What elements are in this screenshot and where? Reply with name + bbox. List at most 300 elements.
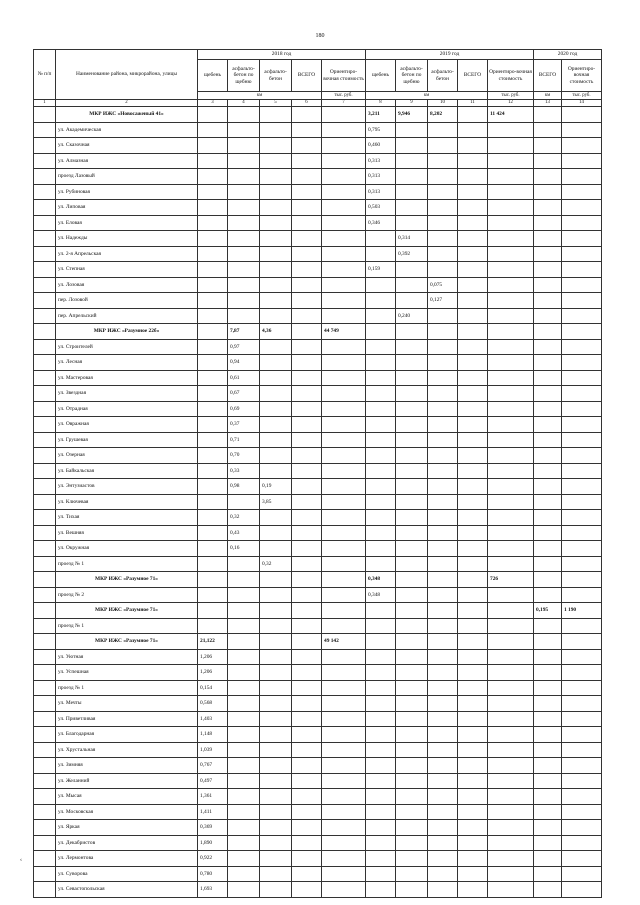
value-cell: [260, 696, 292, 712]
value-cell: [488, 727, 534, 743]
value-cell: [428, 262, 458, 278]
value-cell: [292, 882, 322, 898]
value-cell: [428, 432, 458, 448]
value-cell: [322, 804, 366, 820]
value-cell: [292, 680, 322, 696]
value-cell: [260, 665, 292, 681]
value-cell: [562, 324, 602, 340]
table-row: [34, 773, 602, 789]
value-cell: [428, 711, 458, 727]
header-name: Наименование района, микрорайона, улицы: [56, 50, 198, 100]
value-cell: [534, 789, 562, 805]
value-cell: [228, 556, 260, 572]
column-number: 4: [228, 100, 260, 107]
value-cell: [322, 882, 366, 898]
value-cell: 49 142: [322, 634, 366, 650]
value-cell: [292, 851, 322, 867]
value-cell: [198, 448, 228, 464]
value-cell: [260, 835, 292, 851]
value-cell: [488, 680, 534, 696]
value-cell: [322, 665, 366, 681]
value-cell: [292, 215, 322, 231]
value-cell: [228, 122, 260, 138]
value-cell: [458, 711, 488, 727]
value-cell: 0,159: [366, 262, 396, 278]
value-cell: [198, 308, 228, 324]
value-cell: [228, 773, 260, 789]
value-cell: [534, 556, 562, 572]
value-cell: [428, 153, 458, 169]
value-cell: 0,37: [228, 417, 260, 433]
value-cell: [198, 231, 228, 247]
value-cell: [228, 820, 260, 836]
value-cell: [396, 773, 428, 789]
value-cell: [428, 510, 458, 526]
value-cell: [292, 401, 322, 417]
value-cell: [534, 851, 562, 867]
value-cell: [428, 680, 458, 696]
header-year-2020: 2020 год: [534, 50, 602, 60]
row-number-cell: [34, 215, 56, 231]
value-cell: [260, 758, 292, 774]
value-cell: [198, 572, 228, 588]
value-cell: 1,039: [198, 742, 228, 758]
value-cell: [562, 339, 602, 355]
row-number-cell: [34, 727, 56, 743]
value-cell: [292, 324, 322, 340]
column-number: 5: [260, 100, 292, 107]
group-row: [34, 107, 602, 123]
value-cell: [396, 448, 428, 464]
value-cell: [562, 696, 602, 712]
value-cell: [322, 479, 366, 495]
value-cell: [260, 246, 292, 262]
value-cell: [198, 138, 228, 154]
value-cell: 0,240: [396, 308, 428, 324]
value-cell: [562, 727, 602, 743]
value-cell: [292, 696, 322, 712]
header-sub: щебень: [366, 60, 396, 92]
row-number-cell: [34, 510, 56, 526]
value-cell: [428, 479, 458, 495]
row-name-cell: МКР ИЖС «Разумное 71»: [56, 572, 198, 588]
value-cell: [534, 355, 562, 371]
value-cell: [366, 525, 396, 541]
value-cell: [228, 215, 260, 231]
value-cell: [488, 541, 534, 557]
value-cell: [428, 525, 458, 541]
column-number: 7: [322, 100, 366, 107]
value-cell: [428, 634, 458, 650]
value-cell: [198, 417, 228, 433]
header-sub: щебень: [198, 60, 228, 92]
value-cell: [458, 866, 488, 882]
value-cell: [534, 169, 562, 185]
value-cell: [458, 541, 488, 557]
value-cell: [488, 355, 534, 371]
row-number-cell: [34, 153, 56, 169]
value-cell: [562, 587, 602, 603]
value-cell: [488, 432, 534, 448]
row-name-cell: МКР ИЖС «Разумное 22б»: [56, 324, 198, 340]
value-cell: [458, 851, 488, 867]
value-cell: [562, 215, 602, 231]
value-cell: [458, 308, 488, 324]
value-cell: [396, 138, 428, 154]
table-row: [34, 851, 602, 867]
value-cell: [458, 649, 488, 665]
value-cell: [396, 479, 428, 495]
row-name-cell: ул. Алмазная: [56, 153, 198, 169]
value-cell: [458, 324, 488, 340]
value-cell: [562, 618, 602, 634]
table-row: [34, 835, 602, 851]
value-cell: [366, 866, 396, 882]
value-cell: 0,314: [396, 231, 428, 247]
value-cell: [322, 587, 366, 603]
value-cell: [534, 231, 562, 247]
value-cell: [562, 432, 602, 448]
table-row: [34, 339, 602, 355]
value-cell: [534, 122, 562, 138]
value-cell: [322, 835, 366, 851]
row-number-cell: [34, 711, 56, 727]
value-cell: [534, 386, 562, 402]
value-cell: [562, 525, 602, 541]
row-number-cell: [34, 696, 56, 712]
value-cell: [322, 215, 366, 231]
value-cell: [458, 293, 488, 309]
value-cell: [396, 696, 428, 712]
value-cell: [322, 541, 366, 557]
value-cell: [396, 184, 428, 200]
value-cell: [228, 277, 260, 293]
value-cell: [458, 758, 488, 774]
value-cell: [562, 789, 602, 805]
value-cell: [228, 804, 260, 820]
value-cell: [198, 324, 228, 340]
table-row: [34, 696, 602, 712]
value-cell: [396, 417, 428, 433]
value-cell: [260, 634, 292, 650]
value-cell: 44 749: [322, 324, 366, 340]
value-cell: [366, 448, 396, 464]
value-cell: 1,411: [198, 804, 228, 820]
value-cell: [534, 308, 562, 324]
group-row: [34, 324, 602, 340]
value-cell: 0,69: [228, 401, 260, 417]
value-cell: 0,346: [366, 215, 396, 231]
value-cell: [488, 231, 534, 247]
value-cell: [260, 603, 292, 619]
value-cell: [260, 355, 292, 371]
value-cell: 1,361: [198, 789, 228, 805]
value-cell: [534, 200, 562, 216]
value-cell: [488, 215, 534, 231]
value-cell: [488, 417, 534, 433]
value-cell: 0,67: [228, 386, 260, 402]
value-cell: [396, 804, 428, 820]
value-cell: [322, 773, 366, 789]
table-row: [34, 789, 602, 805]
row-number-cell: [34, 463, 56, 479]
value-cell: [534, 680, 562, 696]
value-cell: [488, 556, 534, 572]
table-row: [34, 293, 602, 309]
value-cell: [562, 479, 602, 495]
value-cell: [428, 866, 458, 882]
table-row: [34, 711, 602, 727]
value-cell: [260, 525, 292, 541]
value-cell: [322, 463, 366, 479]
value-cell: [396, 711, 428, 727]
value-cell: [292, 758, 322, 774]
value-cell: [228, 107, 260, 123]
value-cell: [534, 649, 562, 665]
value-cell: 1,148: [198, 727, 228, 743]
value-cell: [534, 835, 562, 851]
value-cell: [396, 525, 428, 541]
value-cell: [260, 680, 292, 696]
value-cell: [292, 370, 322, 386]
value-cell: [322, 432, 366, 448]
value-cell: [366, 541, 396, 557]
row-name-cell: ул. Яркая: [56, 820, 198, 836]
header-sub: Ориентиро-вочная стоимость: [562, 60, 602, 92]
value-cell: [292, 448, 322, 464]
value-cell: [458, 339, 488, 355]
value-cell: [458, 556, 488, 572]
row-name-cell: ул. 2-я Апрельская: [56, 246, 198, 262]
column-number: 1: [34, 100, 56, 107]
value-cell: [260, 804, 292, 820]
value-cell: [534, 618, 562, 634]
row-name-cell: ул. Лермонтова: [56, 851, 198, 867]
value-cell: [534, 665, 562, 681]
value-cell: [396, 665, 428, 681]
row-name-cell: ул. Успешная: [56, 665, 198, 681]
value-cell: [428, 649, 458, 665]
value-cell: [198, 463, 228, 479]
value-cell: [396, 649, 428, 665]
value-cell: 0,43: [228, 525, 260, 541]
value-cell: [228, 742, 260, 758]
value-cell: [428, 246, 458, 262]
value-cell: 0,94: [228, 355, 260, 371]
value-cell: [322, 556, 366, 572]
value-cell: [228, 727, 260, 743]
value-cell: [292, 169, 322, 185]
value-cell: [562, 680, 602, 696]
value-cell: [428, 448, 458, 464]
value-cell: [228, 866, 260, 882]
value-cell: [562, 649, 602, 665]
value-cell: [396, 820, 428, 836]
value-cell: [366, 711, 396, 727]
value-cell: [292, 541, 322, 557]
value-cell: [292, 789, 322, 805]
value-cell: [458, 463, 488, 479]
row-name-cell: проезд № 1: [56, 556, 198, 572]
row-number-cell: [34, 277, 56, 293]
column-number: 2: [56, 100, 198, 107]
value-cell: [428, 572, 458, 588]
row-name-cell: ул. Приветливая: [56, 711, 198, 727]
value-cell: [534, 804, 562, 820]
page-number: 180: [315, 33, 325, 39]
value-cell: [488, 742, 534, 758]
value-cell: [534, 711, 562, 727]
value-cell: [458, 231, 488, 247]
column-numbers-row: [34, 100, 602, 107]
value-cell: [396, 556, 428, 572]
table-row: [34, 742, 602, 758]
value-cell: [458, 107, 488, 123]
row-number-cell: [34, 262, 56, 278]
value-cell: [488, 401, 534, 417]
value-cell: [366, 308, 396, 324]
value-cell: 0,195: [534, 603, 562, 619]
value-cell: [322, 386, 366, 402]
row-number-cell: [34, 758, 56, 774]
value-cell: 3,85: [260, 494, 292, 510]
unit-rub-2020: тыс. руб.: [562, 92, 602, 100]
value-cell: [322, 494, 366, 510]
row-number-cell: [34, 184, 56, 200]
value-cell: 0,497: [198, 773, 228, 789]
value-cell: [366, 370, 396, 386]
value-cell: [292, 293, 322, 309]
table-row: [34, 370, 602, 386]
table-row: [34, 138, 602, 154]
value-cell: [366, 835, 396, 851]
value-cell: [458, 742, 488, 758]
value-cell: [228, 572, 260, 588]
value-cell: [534, 184, 562, 200]
value-cell: [488, 525, 534, 541]
value-cell: [428, 587, 458, 603]
value-cell: [428, 603, 458, 619]
value-cell: [562, 262, 602, 278]
row-number-cell: [34, 820, 56, 836]
value-cell: [292, 603, 322, 619]
value-cell: [534, 324, 562, 340]
value-cell: 1,206: [198, 649, 228, 665]
table-row: [34, 184, 602, 200]
group-row: [34, 603, 602, 619]
value-cell: [562, 386, 602, 402]
value-cell: [428, 556, 458, 572]
value-cell: [292, 107, 322, 123]
value-cell: [562, 401, 602, 417]
value-cell: [488, 820, 534, 836]
value-cell: [488, 804, 534, 820]
value-cell: [428, 308, 458, 324]
value-cell: [428, 773, 458, 789]
row-number-cell: [34, 308, 56, 324]
value-cell: [534, 401, 562, 417]
value-cell: [396, 634, 428, 650]
value-cell: [458, 153, 488, 169]
value-cell: [260, 851, 292, 867]
value-cell: [260, 277, 292, 293]
value-cell: [396, 262, 428, 278]
value-cell: [396, 572, 428, 588]
value-cell: [488, 851, 534, 867]
value-cell: [488, 370, 534, 386]
value-cell: [198, 556, 228, 572]
value-cell: [260, 417, 292, 433]
row-number-cell: [34, 231, 56, 247]
row-name-cell: проезд № 2: [56, 587, 198, 603]
value-cell: [198, 401, 228, 417]
value-cell: [488, 308, 534, 324]
value-cell: [458, 138, 488, 154]
value-cell: [322, 742, 366, 758]
value-cell: [322, 680, 366, 696]
row-name-cell: МКР ИЖС «Разумное 71»: [56, 634, 198, 650]
value-cell: [366, 665, 396, 681]
value-cell: [396, 587, 428, 603]
value-cell: [260, 541, 292, 557]
value-cell: [562, 665, 602, 681]
value-cell: [366, 556, 396, 572]
row-number-cell: [34, 386, 56, 402]
value-cell: 0,98: [228, 479, 260, 495]
value-cell: 0,32: [260, 556, 292, 572]
value-cell: [198, 169, 228, 185]
value-cell: [562, 355, 602, 371]
value-cell: [198, 432, 228, 448]
value-cell: [260, 572, 292, 588]
value-cell: [428, 324, 458, 340]
value-cell: [458, 122, 488, 138]
value-cell: [396, 339, 428, 355]
value-cell: [322, 711, 366, 727]
value-cell: [458, 355, 488, 371]
table-row: [34, 804, 602, 820]
value-cell: [228, 200, 260, 216]
value-cell: [260, 711, 292, 727]
value-cell: [260, 773, 292, 789]
value-cell: [292, 122, 322, 138]
value-cell: [198, 215, 228, 231]
value-cell: [198, 510, 228, 526]
value-cell: [322, 246, 366, 262]
value-cell: [292, 231, 322, 247]
value-cell: [562, 200, 602, 216]
value-cell: [534, 866, 562, 882]
table-row: [34, 448, 602, 464]
value-cell: 0,767: [198, 758, 228, 774]
value-cell: [458, 618, 488, 634]
value-cell: [534, 448, 562, 464]
value-cell: [292, 634, 322, 650]
value-cell: [366, 727, 396, 743]
row-number-cell: [34, 401, 56, 417]
value-cell: [562, 494, 602, 510]
value-cell: [534, 153, 562, 169]
value-cell: [428, 184, 458, 200]
table-row: [34, 680, 602, 696]
table-row: [34, 215, 602, 231]
row-number-cell: [34, 138, 56, 154]
value-cell: [228, 634, 260, 650]
header-year-2018: 2018 год: [198, 50, 366, 60]
value-cell: [428, 835, 458, 851]
value-cell: [534, 494, 562, 510]
value-cell: [428, 355, 458, 371]
